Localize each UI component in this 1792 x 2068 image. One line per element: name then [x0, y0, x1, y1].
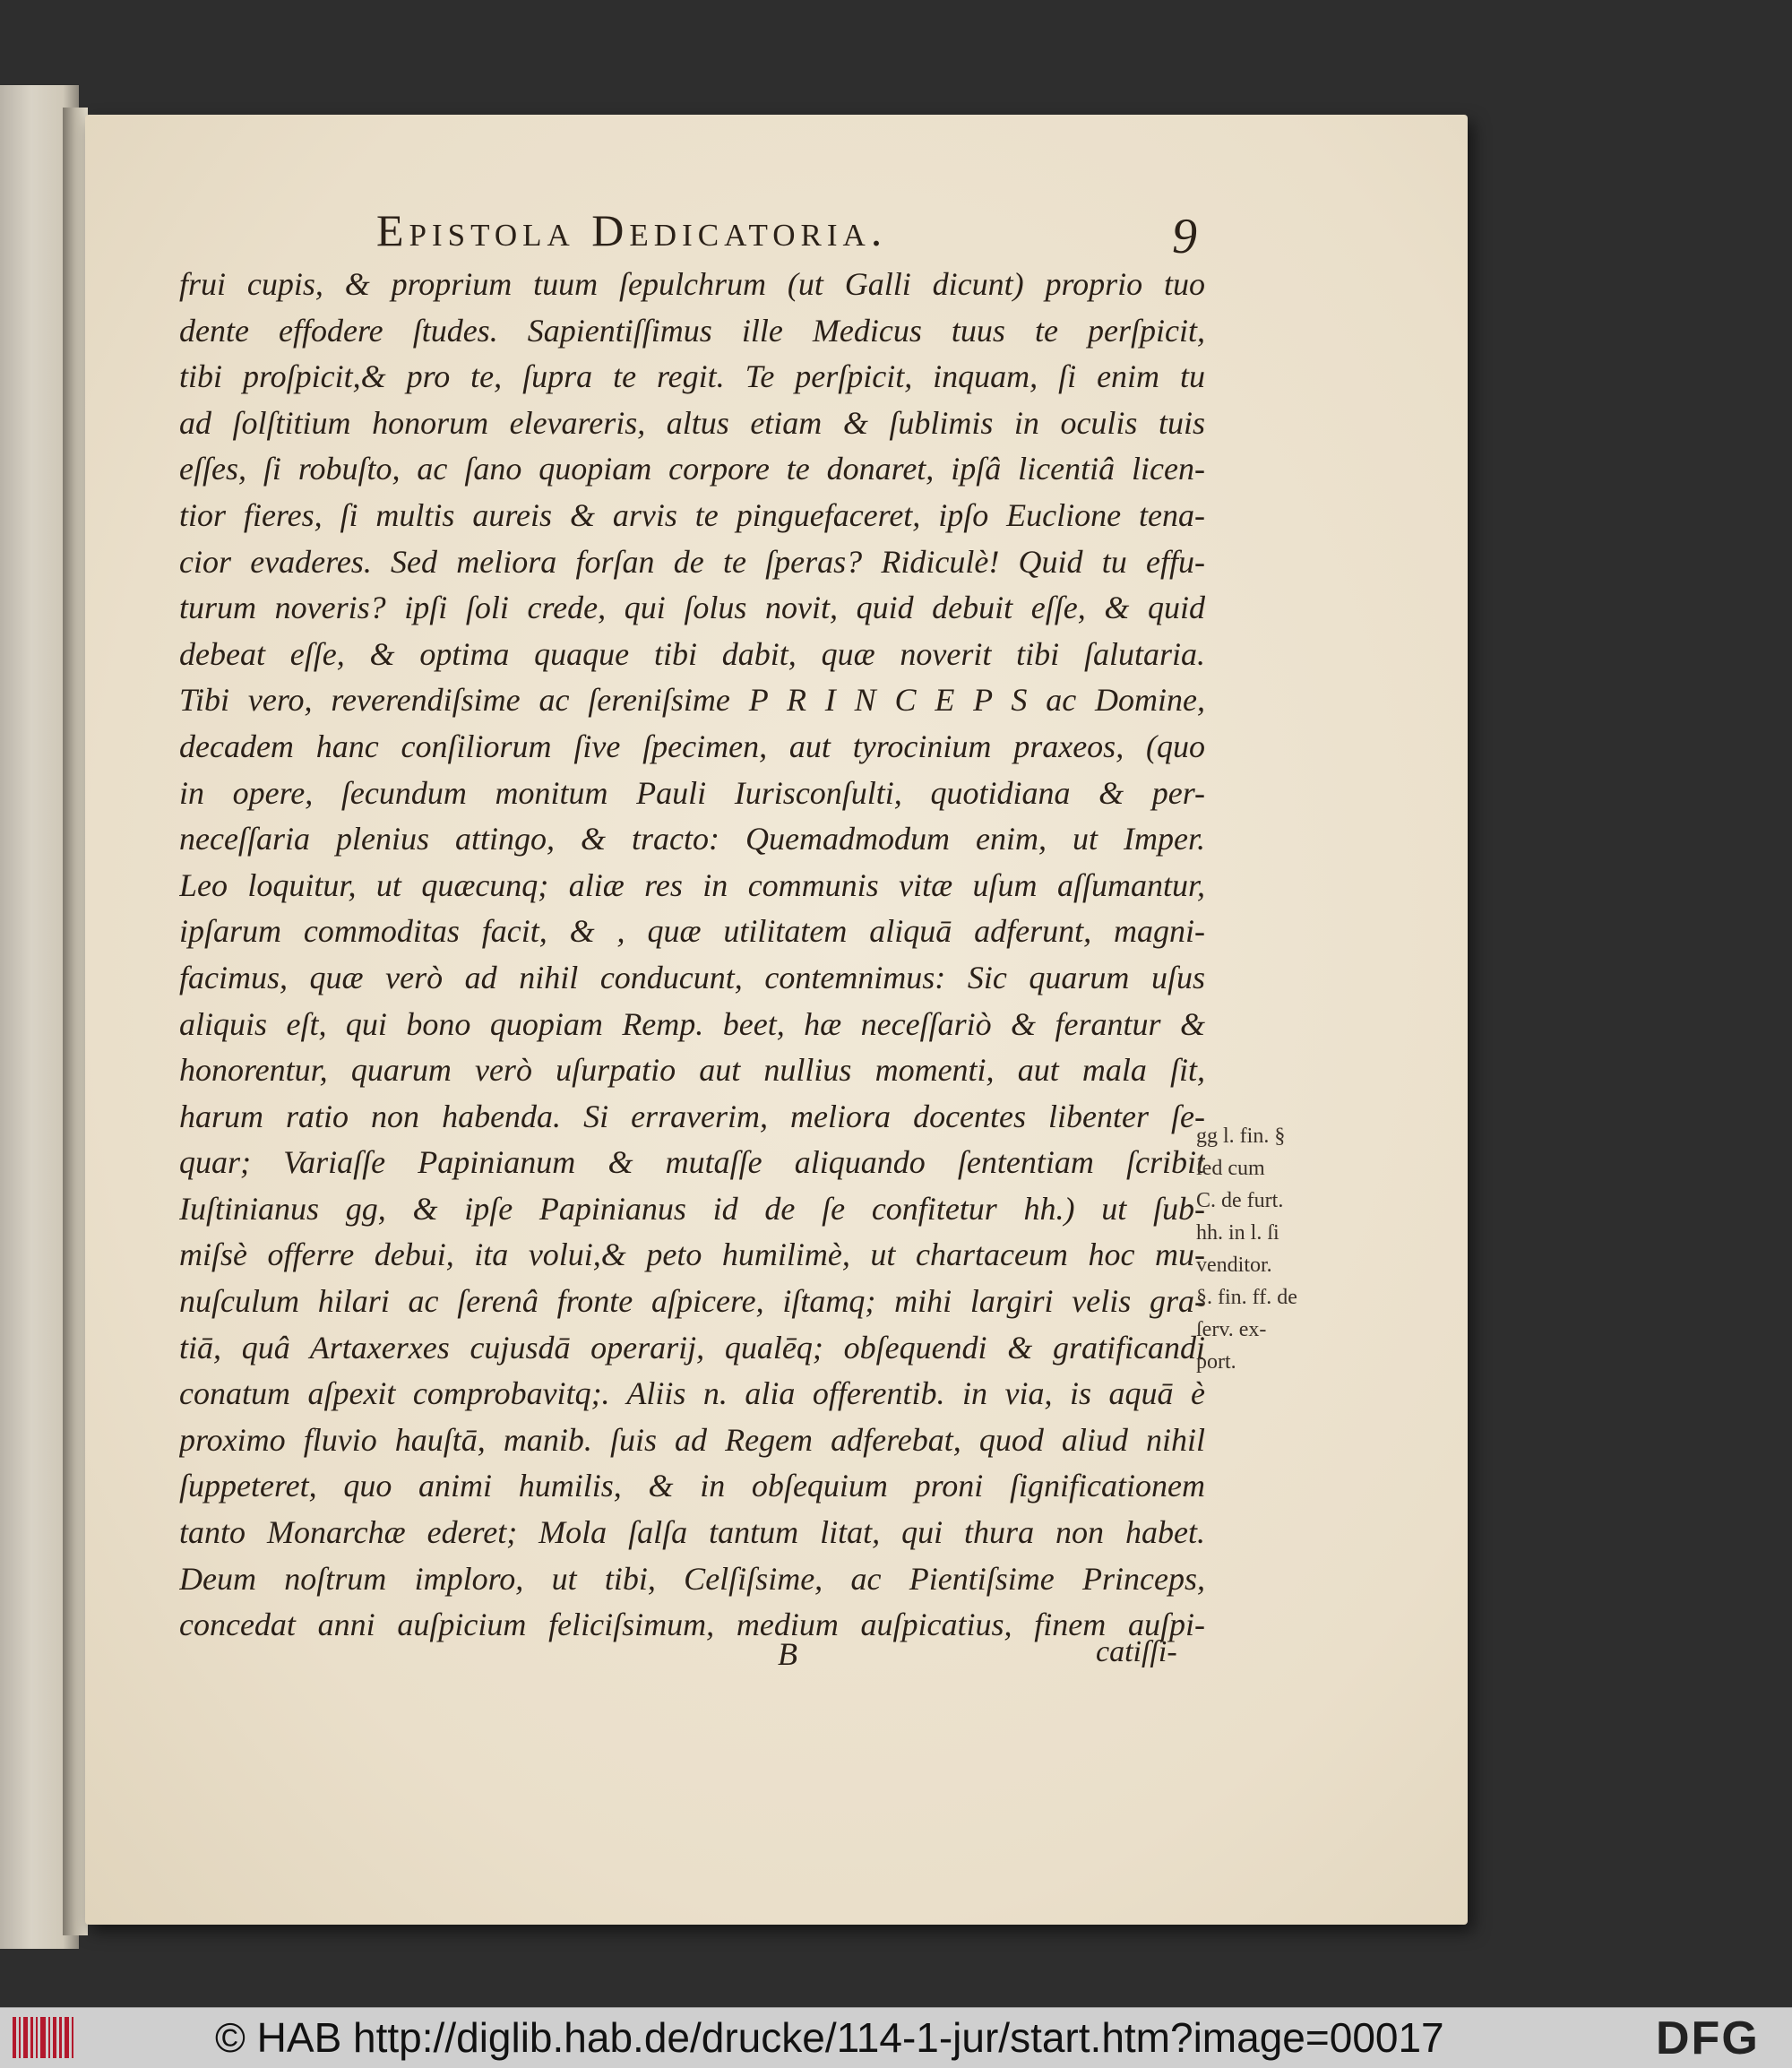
- marginal-notes: [1196, 1120, 1331, 1378]
- text-line: cior evaderes. Sed meliora forſan de te ſperas? Ridiculè! Quid tu effu-: [179, 543, 1205, 580]
- text-line: tiā, quâ Artaxerxes cujusdā operarij, qualēq; obſequendi & gratificandi: [179, 1329, 1205, 1366]
- text-line: conatum aſpexit comprobavitq;. Aliis n. alia offerentib. in via, is aquā è: [179, 1375, 1205, 1412]
- text-line: honorentur, quarum verò uſurpatio aut nullius momenti, aut mala ſit,: [179, 1052, 1205, 1089]
- text-line: quar; Variaſſe Papinianum & mutaſſe aliquando ſententiam ſcribit: [179, 1144, 1205, 1181]
- marginal-note-line: gg l. fin. §: [1196, 1124, 1286, 1148]
- signature-mark: B: [778, 1636, 797, 1672]
- text-line: eſſes, ſi robuſto, ac ſano quopiam corpore te donaret, ipſâ licentiâ licen-: [179, 451, 1205, 487]
- text-line: ipſarum commoditas facit, & , quæ utilitatem aliquā adferunt, magni-: [179, 913, 1205, 950]
- text-line: Deum noſtrum imploro, ut tibi, Celſiſsime, ac Pientiſsime Princeps,: [179, 1560, 1205, 1597]
- text-line: neceſſaria plenius attingo, & tracto: Quemadmodum enim, ut Imper.: [179, 821, 1205, 857]
- text-line: aliquis eſt, qui bono quopiam Remp. beet, hæ neceſſariò & ferantur &: [179, 1005, 1205, 1042]
- text-line: concedat anni auſpicium feliciſsimum, medium auſpicatius, finem auſpi-: [179, 1607, 1205, 1643]
- text-line: nuſculum hilari ac ſerenâ fronte aſpicere, iſtamq; mihi largiri velis gra-: [179, 1283, 1205, 1320]
- marginal-note-line: ſerv. ex-: [1196, 1318, 1267, 1341]
- marginal-note-line: port.: [1196, 1350, 1236, 1374]
- viewer-footer: [0, 2007, 1792, 2068]
- body-text: [179, 262, 1205, 1649]
- text-line: harum ratio non habenda. Si erraverim, meliora docentes libenter ſe-: [179, 1098, 1205, 1134]
- text-line: tibi proſpicit,& pro te, ſupra te regit. Te perſpicit, inquam, ſi enim tu: [179, 358, 1205, 395]
- copyright-url[interactable]: © HAB http://diglib.hab.de/drucke/114-1-jur/start.htm?image=00017: [215, 2014, 1444, 2061]
- text-line: Leo loquitur, ut quæcunq; aliæ res in communis vitæ uſum aſſumantur,: [179, 866, 1205, 903]
- marginal-note-line: ſed cum: [1196, 1157, 1265, 1180]
- text-line: facimus, quæ verò ad nihil conducunt, contemnimus: Sic quarum uſus: [179, 959, 1205, 995]
- text-line: Tibi vero, reverendiſsime ac ſereniſsime P R I N C E P S ac Domine,: [179, 682, 1205, 719]
- page-number: 9: [1172, 209, 1197, 264]
- marginal-note-line: venditor.: [1196, 1254, 1272, 1277]
- text-line: turum noveris? ipſi ſoli crede, qui ſolus novit, quid debuit eſſe, & quid: [179, 590, 1205, 626]
- text-line: tanto Monarchæ ederet; Mola ſalſa tantum litat, qui thura non habet.: [179, 1514, 1205, 1551]
- text-line: tior fieres, ſi multis aureis & arvis te pinguefaceret, ipſo Euclione tena-: [179, 496, 1205, 533]
- text-line: decadem hanc conſiliorum ſive ſpecimen, aut tyrocinium praxeos, (quo: [179, 728, 1205, 764]
- barcode-icon: [13, 2017, 77, 2058]
- text-line: in opere, ſecundum monitum Pauli Iurisconſulti, quotidiana & per-: [179, 774, 1205, 811]
- text-line: frui cupis, & proprium tuum ſepulchrum (ut Galli dicunt) proprio tuo: [179, 266, 1205, 302]
- text-line: dente effodere ſtudes. Sapientiſſimus ille Medicus tuus te perſpicit,: [179, 312, 1205, 349]
- catchword: catiſſi-: [1096, 1635, 1177, 1668]
- gutter: [63, 108, 88, 1935]
- text-line: proximo fluvio hauſtā, manib. ſuis ad Regem adferebat, quod aliud nihil: [179, 1421, 1205, 1458]
- dfg-logo: DFG: [1656, 2012, 1760, 2064]
- text-line: miſsè offerre debui, ita volui,& peto humilimè, ut chartaceum hoc mu-: [179, 1236, 1205, 1273]
- marginal-note-line: hh. in l. ſi: [1196, 1221, 1279, 1245]
- running-head: Epistola Dedicatoria.: [376, 205, 888, 255]
- text-line: debeat eſſe, & optima quaque tibi dabit, quæ noverit tibi ſalutaria.: [179, 635, 1205, 672]
- marginal-note-line: §. fin. ff. de: [1196, 1286, 1297, 1309]
- marginal-note-line: C. de furt.: [1196, 1189, 1284, 1212]
- text-line: ſuppeteret, quo animi humilis, & in obſequium proni ſignificationem: [179, 1468, 1205, 1504]
- text-line: ad ſolſtitium honorum elevareris, altus etiam & ſublimis in oculis tuis: [179, 404, 1205, 441]
- text-line: Iuſtinianus gg, & ipſe Papinianus id de ſe confitetur hh.) ut ſub-: [179, 1190, 1205, 1227]
